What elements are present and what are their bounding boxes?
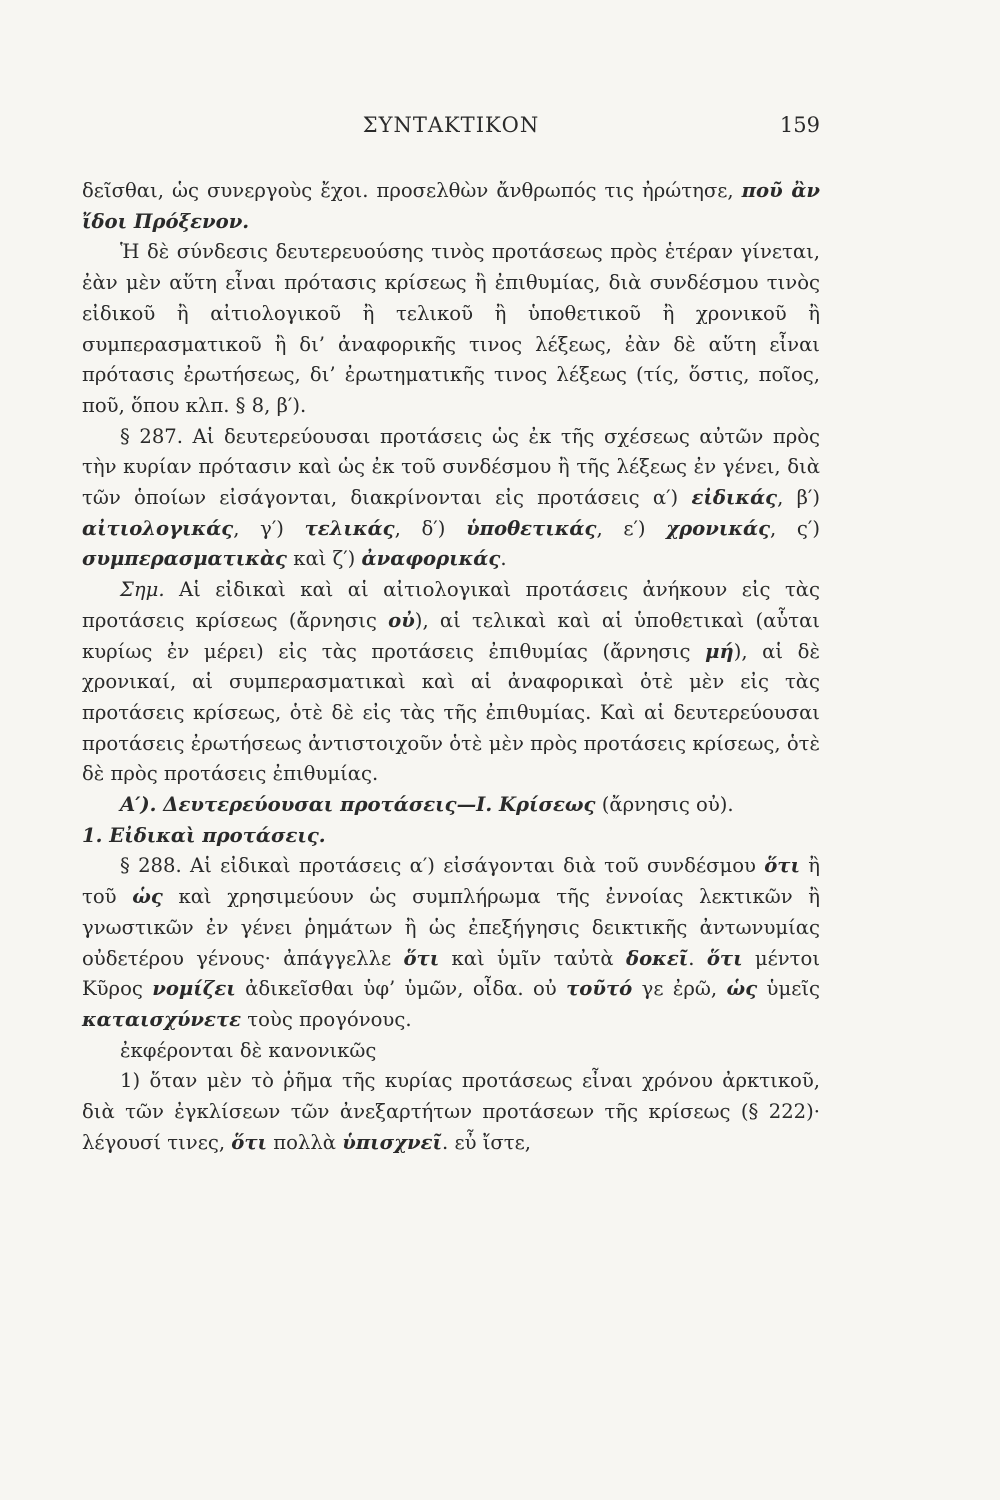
note-text-3: ), αἱ δὲ χρονικαί, αἱ συμπερασματικαὶ καὶ αἱ ἀναφορικαὶ ὁτὲ μὲν εἰς τὰς προτάσεις κρίσεως, ὁτὲ δὲ εἰς τὰς τῆς ἐπιθυμίας. Καὶ αἱ δευτερεύουσαι προτάσεις ἐρωτήσεως ἀντιστοιχοῦν ὁτὲ μὲν πρὸς προτάσεις κρίσεως, ὁτὲ δὲ πρὸς προτάσεις ἐπιθυμίας. [82,639,820,786]
term-anaforikas: ἀναφορικάς [361,547,501,571]
body-text [82,176,820,1159]
p288-text-9: ὑμεῖς [757,977,820,1001]
rule1-text-2: πολλὰ [267,1130,343,1154]
p288-os-2: ὡς [726,977,758,1001]
paragraph-288 [82,851,820,1035]
negation-mi: μή [705,639,734,663]
paragraph-ekferontai: ἐκφέρονται δὲ κανονικῶς [120,1038,377,1062]
p288-nomizei: νομίζει [152,977,236,1001]
term-eidikas: εἰδικάς [691,486,778,510]
rule1-text-1: 1) ὅταν μὲν τὸ ῥῆμα τῆς κυρίας προτάσεως εἶναι χρόνου ἀρκτικοῦ, διὰ τῶν ἐγκλίσεων τῶν ἀνεξαρτήτων προτάσεων τῆς κρίσεως (§ 222)· λέγουσί τινες, [82,1069,820,1154]
note-text-2: ), αἱ τελικαὶ καὶ αἱ ὑποθετικαὶ (αὗται κυρίως ἐν μέρει) εἰς τὰς προτάσεις ἐπιθυμίας (ἄρνησις [82,608,820,663]
p287-sep-g: καὶ ζ′) [286,547,362,571]
rule1-oti: ὅτι [231,1130,268,1154]
term-telikas: τελικάς [304,516,395,540]
p288-oti-3: ὅτι [706,946,743,970]
p288-text-2: ἢ τοῦ [82,854,820,909]
running-head [82,113,820,149]
p288-text-10: τοὺς προγόνους. [241,1007,412,1031]
p1-text: δεῖσθαι, ὡς συνεργοὺς ἔχοι. προσελθὼν ἄνθρωπός τις ἠρώτησε, [82,179,742,202]
p288-oti-1: ὅτι [764,854,800,878]
p287-end: . [500,547,507,571]
p287-sep-c: , γ′) [233,516,305,540]
p288-text-6: μέντοι Κῦρος [82,946,820,1001]
p288-os-1: ὡς [132,885,163,909]
p287-sep-f: , ς′) [770,516,820,540]
sub-heading-1: 1. Εἰδικαὶ προτάσεις. [82,823,326,847]
section-heading-a-note: (ἄρνησις οὐ). [595,793,734,817]
term-aitiologikas: αἰτιολογικάς [82,516,234,540]
page-number: 159 [779,113,820,137]
term-chronikas: χρονικάς [666,516,771,540]
p288-text-7: ἀδικεῖσθαι ὑφ’ ὑμῶν, οἶδα. οὐ [235,977,567,1001]
p287-sep-e: , ε′) [596,516,667,540]
paragraph-287 [82,422,820,576]
p288-text-5: . [688,946,707,970]
term-symperasmatikas: συμπερασματικὰς [82,547,287,571]
p287-sep-d: , δ′) [394,516,467,540]
paragraph-2: Ἡ δὲ σύνδεσις δευτερευούσης τινὸς προτάσεως πρὸς ἑτέραν γίνεται, ἐὰν μὲν αὕτη εἶναι πρότασις κρίσεως ἢ ἐπιθυμίας, διὰ συνδέσμου τινὸς εἰδικοῦ ἢ αἰτιολογικοῦ ἢ τελικοῦ ἢ ὑποθετικοῦ ἢ χρονικοῦ ἢ συμπερασματικοῦ ἢ δι’ ἀναφορικῆς τινος λέξεως, ἐὰν δὲ αὕτη εἶναι πρότασις ἐρωτήσεως, δι’ ἐρωτηματικῆς τινος λέξεως (τίς, ὅστις, ποῖος, ποῦ, ὅπου κλπ. § 8, β′). [82,240,820,417]
p288-dokei: δοκεῖ [626,946,689,970]
p288-text-4: καὶ ὑμῖν ταὐτὰ [439,946,627,970]
paragraph-rule-1 [82,1066,820,1158]
p288-touto: τοῦτό [566,977,633,1001]
rule1-yposchnei: ὑπισχνεῖ [342,1130,442,1154]
p288-oti-2: ὅτι [403,946,440,970]
running-title: ΣΥΝΤΑΚΤΙΚΟΝ [362,113,540,137]
p288-kataischynete: καταισχύνετε [82,1007,242,1031]
section-heading-a-title: Α′). Δευτερεύουσαι προτάσεις—Ι. Κρίσεως [120,793,596,817]
p287-text: § 287. Αἱ δευτερεύουσαι προτάσεις ὡς ἐκ τῆς σχέσεως αὐτῶν πρὸς τὴν κυρίαν πρότασιν καὶ ὡς ἐκ τοῦ συνδέσμου ἢ τῆς λέξεως ἐν γένει, διὰ τῶν ὁποίων εἰσάγονται, διακρίνονται εἰς προτάσεις α′) [82,424,820,510]
note-text-1: Αἱ εἰδικαὶ καὶ αἱ αἰτιολογικαὶ προτάσεις ἀνήκουν εἰς τὰς προτάσεις κρίσεως (ἄρνησις [82,578,820,632]
p288-text-1: § 288. Αἱ εἰδικαὶ προτάσεις α′) εἰσάγονται διὰ τοῦ συνδέσμου [120,854,765,878]
p287-sep-b: , β′) [777,486,820,510]
term-ypothetikas: ὑποθετικάς [466,516,597,540]
note-label: Σημ. [120,578,165,602]
negation-ou: οὐ [388,608,415,632]
p288-text-8: γε ἐρῶ, [632,977,727,1001]
p1-quote: ποῦ ἂν ἴδοι Πρόξενον. [82,179,820,233]
section-heading-a [82,790,820,821]
p288-text-3: καὶ χρησιμεύουν ὡς συμπλήρωμα τῆς ἐννοίας λεκτικῶν ἢ γνωστικῶν ἐν γένει ῥημάτων ἢ ὡς ἐπεξήγησις δεικτικῆς ἀντωνυμίας οὐδετέρου γένους· ἀπάγγελλε [82,885,821,970]
paragraph-1 [82,176,820,237]
paragraph-note [82,575,820,790]
rule1-text-3: . εὖ ἴστε, [441,1130,532,1154]
